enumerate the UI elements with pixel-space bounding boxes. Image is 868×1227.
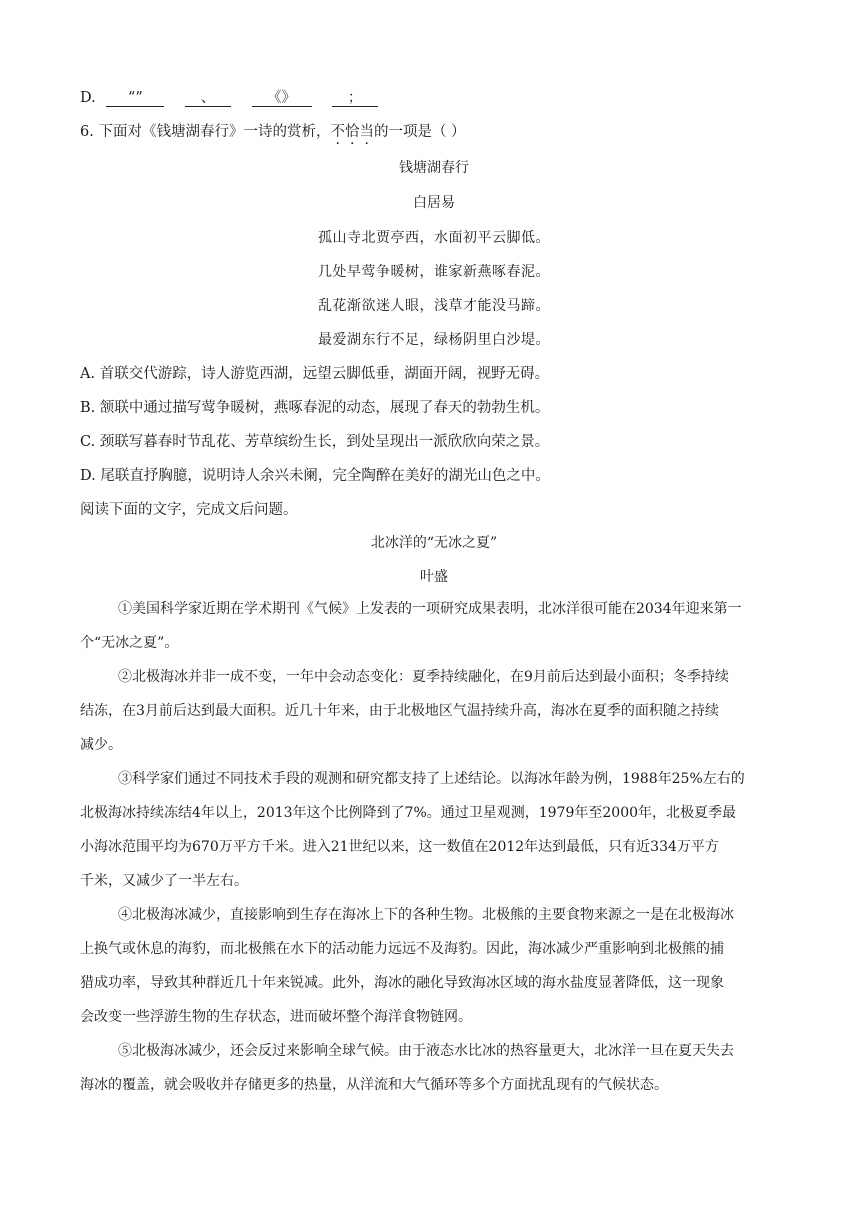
paragraph-line: 结冻，在3月前后达到最大面积。近几十年来，由于北极地区气温持续升高，海冰在夏季的面积随之持续 xyxy=(80,703,719,719)
paragraph-line: ③科学家们通过不同技术手段的观测和研究都支持了上述结论。以海冰年龄为例，1988年25%左右的 xyxy=(118,771,745,787)
option-c: C. 颈联写暮春时节乱花、芳草缤纷生长，到处呈现出一派欣欣向荣之景。 xyxy=(80,434,550,450)
paragraph-line: 千米，又减少了一半左右。 xyxy=(80,873,248,889)
article-paragraph-2 xyxy=(80,660,788,762)
option-b: B. 颔联中通过描写莺争暖树，燕啄春泥的动态，展现了春天的勃勃生机。 xyxy=(80,400,550,416)
option-d: D. 尾联直抒胸臆，说明诗人余兴未阑，完全陶醉在美好的湖光山色之中。 xyxy=(80,468,550,484)
emphasis-dot-char: 恰 xyxy=(344,124,360,140)
poem-line: 几处早莺争暖树，谁家新燕啄春泥。 xyxy=(318,264,550,280)
blank-quotes: “” xyxy=(106,91,164,107)
blank-book-marks: 《》 xyxy=(252,91,312,107)
question-6-stem-b: 的一项是（ ） xyxy=(373,124,466,140)
paragraph-line: 减少。 xyxy=(80,737,122,753)
option-a: A. 首联交代游踪，诗人游览西湖，远望云脚低垂，湖面开阔，视野无碍。 xyxy=(80,366,550,382)
paragraph-line: ⑤北极海冰减少，还会反过来影响全球气候。由于液态水比冰的热容量更大，北冰洋一旦在夏天失去 xyxy=(118,1043,734,1059)
paragraph-line: 上换气或休息的海豹，而北极熊在水下的活动能力远远不及海豹。因此，海冰减少严重影响到北极熊的捕 xyxy=(80,941,724,957)
paragraph-line: ④北极海冰减少，直接影响到生存在海冰上下的各种生物。北极熊的主要食物来源之一是在北极海冰 xyxy=(118,907,734,923)
question-6-stem-a: 6. 下面对《钱塘湖春行》一诗的赏析， xyxy=(80,124,331,140)
option-d-blanks xyxy=(80,90,394,107)
paragraph-line: 海冰的覆盖，就会吸收并存储更多的热量，从洋流和大气循环等多个方面扰乱现有的气候状态。 xyxy=(80,1077,668,1093)
paragraph-line: 猎成功率，导致其种群近几十年来锐减。此外，海冰的融化导致海冰区域的海水盐度显著降低，这一现象 xyxy=(80,975,724,991)
paragraph-line: 会改变一些浮游生物的生存状态，进而破坏整个海洋食物链网。 xyxy=(80,1009,472,1025)
paragraph-line: ②北极海冰并非一成不变，一年中会动态变化：夏季持续融化，在9月前后达到最小面积；冬季持续 xyxy=(118,669,729,685)
poem-line: 乱花渐欲迷人眼，浅草才能没马蹄。 xyxy=(318,298,550,314)
paragraph-line: ①美国科学家近期在学术期刊《气候》上发表的一项研究成果表明，北冰洋很可能在2034年迎来第一 xyxy=(118,601,742,617)
paragraph-line: 小海冰范围平均为670万平方千米。进入21世纪以来，这一数值在2012年达到最低，只有近334万平方 xyxy=(80,839,719,855)
article-paragraph-4 xyxy=(80,898,788,1034)
article-author: 叶盛 xyxy=(420,569,448,585)
poem-author: 白居易 xyxy=(413,195,455,211)
poem-line: 孤山寺北贾亭西，水面初平云脚低。 xyxy=(318,230,550,246)
emphasis-dot-char: 当 xyxy=(359,124,374,140)
emphasis-dot-char: 不 xyxy=(330,124,345,140)
article-paragraph-5 xyxy=(80,1034,788,1102)
article-paragraph-1 xyxy=(80,592,788,660)
option-d-label: D. xyxy=(80,90,96,106)
poem-title: 钱塘湖春行 xyxy=(399,160,469,176)
paragraph-line: 个“无冰之夏”。 xyxy=(80,635,179,651)
blank-comma: 、 xyxy=(185,91,231,107)
article-title: 北冰洋的“无冰之夏” xyxy=(370,535,498,551)
reading-intro: 阅读下面的文字，完成文后问题。 xyxy=(80,502,298,518)
poem-line: 最爱湖东行不足，绿杨阴里白沙堤。 xyxy=(318,332,550,348)
article-paragraph-3 xyxy=(80,762,788,898)
question-6-stem xyxy=(80,120,466,141)
paragraph-line: 北极海冰持续冻结4年以上，2013年这个比例降到了7%。通过卫星观测，1979年至2000年，北极夏季最 xyxy=(80,805,737,821)
blank-semicolon: ； xyxy=(332,91,378,107)
